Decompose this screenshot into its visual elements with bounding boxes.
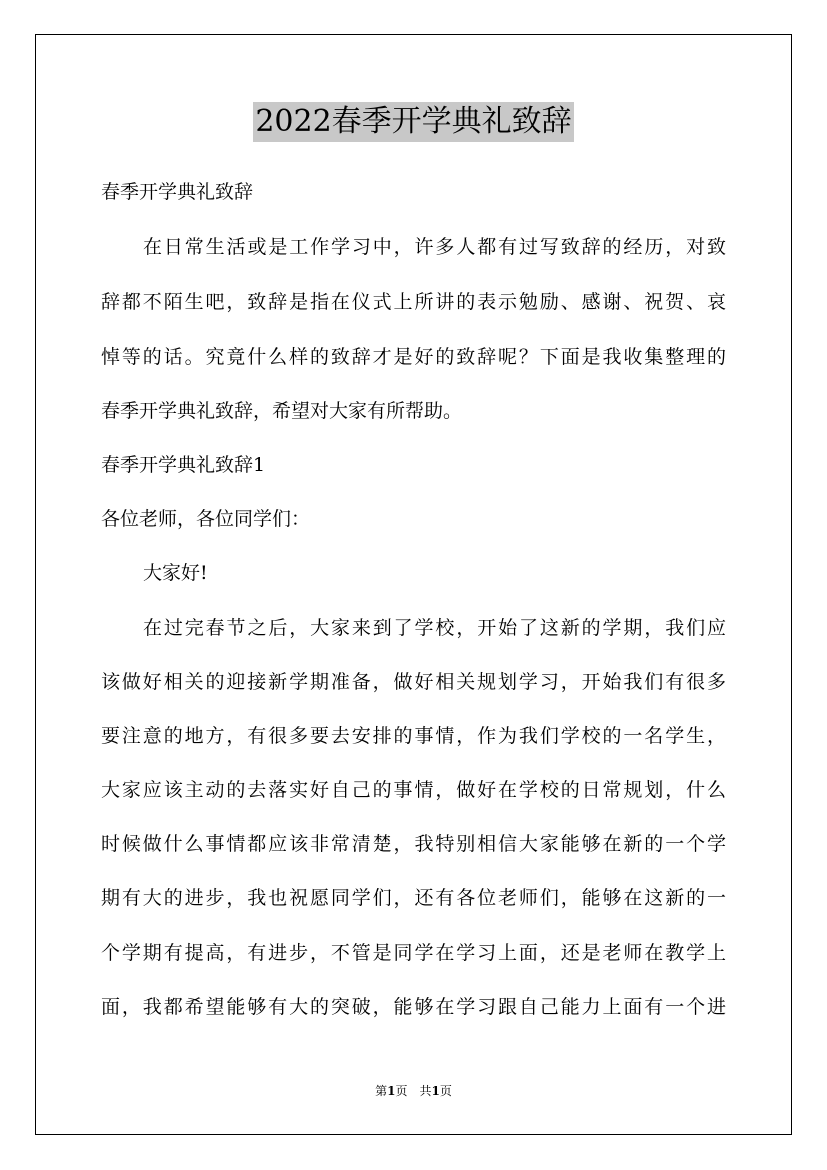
- paragraph-line: 大家应该主动的去落实好自己的事情，做好在学校的日常规划，什么: [101, 779, 726, 801]
- greeting-line: 大家好!: [143, 562, 208, 584]
- paragraph-line: 期有大的进步，我也祝愿同学们，还有各位老师们，能够在这新的一: [101, 887, 726, 909]
- paragraph-line: 时候做什么事情都应该非常清楚，我特别相信大家能够在新的一个学: [101, 833, 726, 855]
- section-heading: 春季开学典礼致辞1: [101, 454, 266, 476]
- paragraph-line: 在日常生活或是工作学习中，许多人都有过写致辞的经历，对致: [143, 236, 726, 258]
- salutation-line: 各位老师，各位同学们：: [101, 508, 311, 530]
- page-prefix: 第: [375, 1084, 388, 1098]
- page-current-number: 1: [387, 1084, 396, 1098]
- page-mid: 页 共: [395, 1084, 432, 1098]
- document-title: 2022春季开学典礼致辞: [253, 102, 573, 142]
- paragraph-line: 辞都不陌生吧，致辞是指在仪式上所讲的表示勉励、感谢、祝贺、哀: [101, 291, 726, 313]
- paragraph-line: 春季开学典礼致辞，希望对大家有所帮助。: [101, 400, 463, 422]
- page-total-number: 1: [431, 1084, 440, 1098]
- title-container: [0, 102, 827, 142]
- page-suffix: 页: [439, 1084, 452, 1098]
- paragraph-line: 该做好相关的迎接新学期准备，做好相关规划学习，开始我们有很多: [101, 671, 726, 693]
- paragraph-line: 在过完春节之后，大家来到了学校，开始了这新的学期，我们应: [143, 617, 726, 639]
- paragraph-line: 要注意的地方，有很多要去安排的事情，作为我们学校的一名学生，: [101, 725, 726, 747]
- paragraph-line: 个学期有提高，有进步，不管是同学在学习上面，还是老师在教学上: [101, 942, 726, 964]
- paragraph-line: 面，我都希望能够有大的突破，能够在学习跟自己能力上面有一个进: [101, 996, 726, 1018]
- paragraph-line: 悼等的话。究竟什么样的致辞才是好的致辞呢？下面是我收集整理的: [101, 346, 726, 368]
- subtitle-line: 春季开学典礼致辞: [101, 181, 254, 203]
- page-footer: [0, 1083, 827, 1099]
